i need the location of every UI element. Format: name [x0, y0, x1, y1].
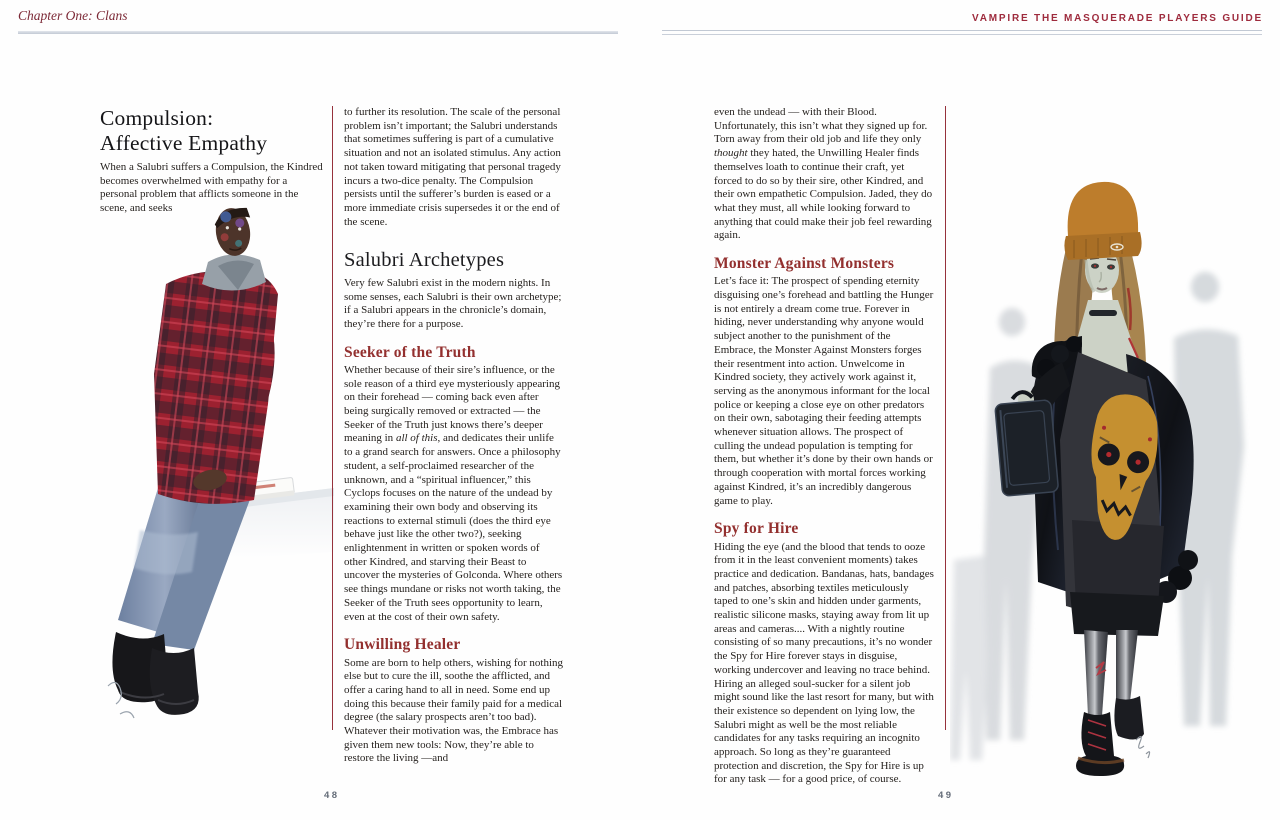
column-divider-right [945, 106, 946, 730]
signature-scribble [1136, 736, 1150, 758]
salubri-text-column [344, 106, 564, 766]
choker [1089, 310, 1117, 316]
seeker-body-pre: Whether because of their sire’s influence, or the sole reason of a third eye mysteriously appearing on their forehead — coming back even after being surgically removed or extracted — the Seeker of the Truth just knows there’s deeper meaning in [344, 363, 560, 445]
mustard-beanie [1064, 182, 1141, 260]
unwilling-healer-continued-paragraph [714, 106, 934, 243]
monster-against-monsters-heading: Monster Against Monsters [714, 255, 895, 273]
header-rule-right [662, 30, 1262, 35]
page-number-left: 48 [324, 790, 340, 801]
compulsion-intro-paragraph: When a Salubri suffers a Compulsion, the Kindred becomes overwhelmed with empathy for a personal problem that afflicts someone in the scene, and seeks [100, 161, 323, 215]
healer-continued-pre: even the undead — with their Blood. Unfortunately, this isn’t what they signed up for. Torn away from their old job and life they only [714, 106, 928, 146]
legs-and-boots [1070, 592, 1164, 776]
page-number-right: 49 [938, 790, 954, 801]
salubri-archetypes-heading: Salubri Archetypes [344, 249, 505, 272]
compulsion-continued-paragraph: to further its resolution. The scale of the personal problem isn’t important; the Salubri understands that sometimes suffering is part of a cumulative situation and not an isolated stimulus. Any action not taken toward mitigating that personal tragedy incurs a two-dice penalty. The Compulsion persists until the sufferer’s burden is eased or a more immediate crisis supersedes it or the end of the scene. [344, 106, 561, 228]
man-in-plaid-illustration [100, 200, 335, 735]
monster-against-monsters-paragraph: Let’s face it: The prospect of spending eternity disguising one’s forehead and battling the Hunger is not entirely a dream come true. Forever in hiding, never understanding why anyone would subject another to the punishment of the Embrace, the Monster Against Monsters forges their resentment into action. Unwelcome in Kindred society, they actively work against it, serving as the anonymous informant for the local police or keeping a close eye on other predators on their own, sabotaging their feeding attempts whenever situation allows. The prospect of culling the undead population is tempting for them, but whether it’s done by their own hands or through cooperation with mortal forces working against Kindred, it’s an incredibly dangerous game to play. [714, 275, 934, 507]
painted-head [213, 206, 255, 259]
book-title-running-head: VAMPIRE THE MASQUERADE PLAYERS GUIDE [972, 13, 1263, 24]
compulsion-heading-line2: Affective Empathy [100, 130, 268, 155]
column-divider-left [332, 106, 333, 730]
seeker-body-italic: all of this [395, 432, 438, 445]
spy-for-hire-paragraph: Hiding the eye (and the blood that tends to ooze from it in the least convenient moments) takes practice and dedication. Bandanas, hats, bandages and patches, absorbing textiles meticulously taped to one’s skin and hidden under garments, realistic silicone masks, staying away from lit up areas and cameras.... With a nightly routine consisting of so many precautions, it’s no wonder the Spy for Hire forever stays in disguise, working undercover and leaving no trace behind. Hiring an alleged soul-sucker for a silent job might sound like the last resort for many, but with their existence so dependent on lying low, the Salubri might as well be the most reliable candidates for any tasks requiring an incognito approach. So long as they’re guaranteed protection and discretion, the Spy for Hire is up for any task — for a good price, of course. [714, 540, 934, 786]
seeker-body-post: , and dedicates their unlife to a grand search for answers. Once a philosophy student, a self-proclaimed researcher of the unknown, and a “spiritual influencer,” this Cyclops focuses on the nature of the undead by examining their own body and observing its reactions to external stimuli (does the third eye behave just like the other two?), seeking enlightenment in written or spoken words of other Kindred, and starving their Beast to uncover the mysteries of Golconda. Where others see things mundane or risks not worth taking, the Seeker of the Truth sees opportunity to learn, even at the cost of their own safety. [344, 432, 563, 623]
woman-with-skull-shirt-illustration [950, 140, 1280, 785]
spy-for-hire-heading: Spy for Hire [714, 520, 799, 538]
compulsion-heading-line1: Compulsion: [100, 106, 214, 130]
man-figure [108, 206, 278, 718]
healer-continued-italic: thought [714, 147, 748, 160]
seeker-of-the-truth-paragraph [344, 364, 564, 624]
unwilling-healer-paragraph: Some are born to help others, wishing for nothing else but to cure the ill, soothe the afflicted, and offer a caring hand to all in need. Some end up doing this because their family paid for a medical degree (the salary prospects aren’t too bad). Whatever their motivation was, the Embrace has given them new tools: Now, they’re able to restore the living —and [344, 656, 564, 765]
seeker-of-the-truth-heading: Seeker of the Truth [344, 343, 476, 361]
right-text-column [714, 106, 934, 787]
boot-back [1114, 696, 1144, 740]
chapter-running-head: Chapter One: Clans [18, 8, 128, 23]
salubri-archetypes-intro: Very few Salubri exist in the modern nights. In some senses, each Salubri is their own archetype; if a Salubri appears in the chronicle’s domain, they’re there for a purpose. [344, 276, 562, 330]
healer-continued-post: they hated, the Unwilling Healer finds themselves loath to continue their craft, yet forced to do so by their sire, other Kindred, and their own empathetic Compulsion. Jaded, they do what they must, all while looking forward to anything that could make their job feel rewarding again. [714, 147, 933, 242]
compulsion-heading [100, 106, 324, 155]
unwilling-healer-heading: Unwilling Healer [344, 636, 461, 654]
header-rule-left [18, 31, 618, 34]
